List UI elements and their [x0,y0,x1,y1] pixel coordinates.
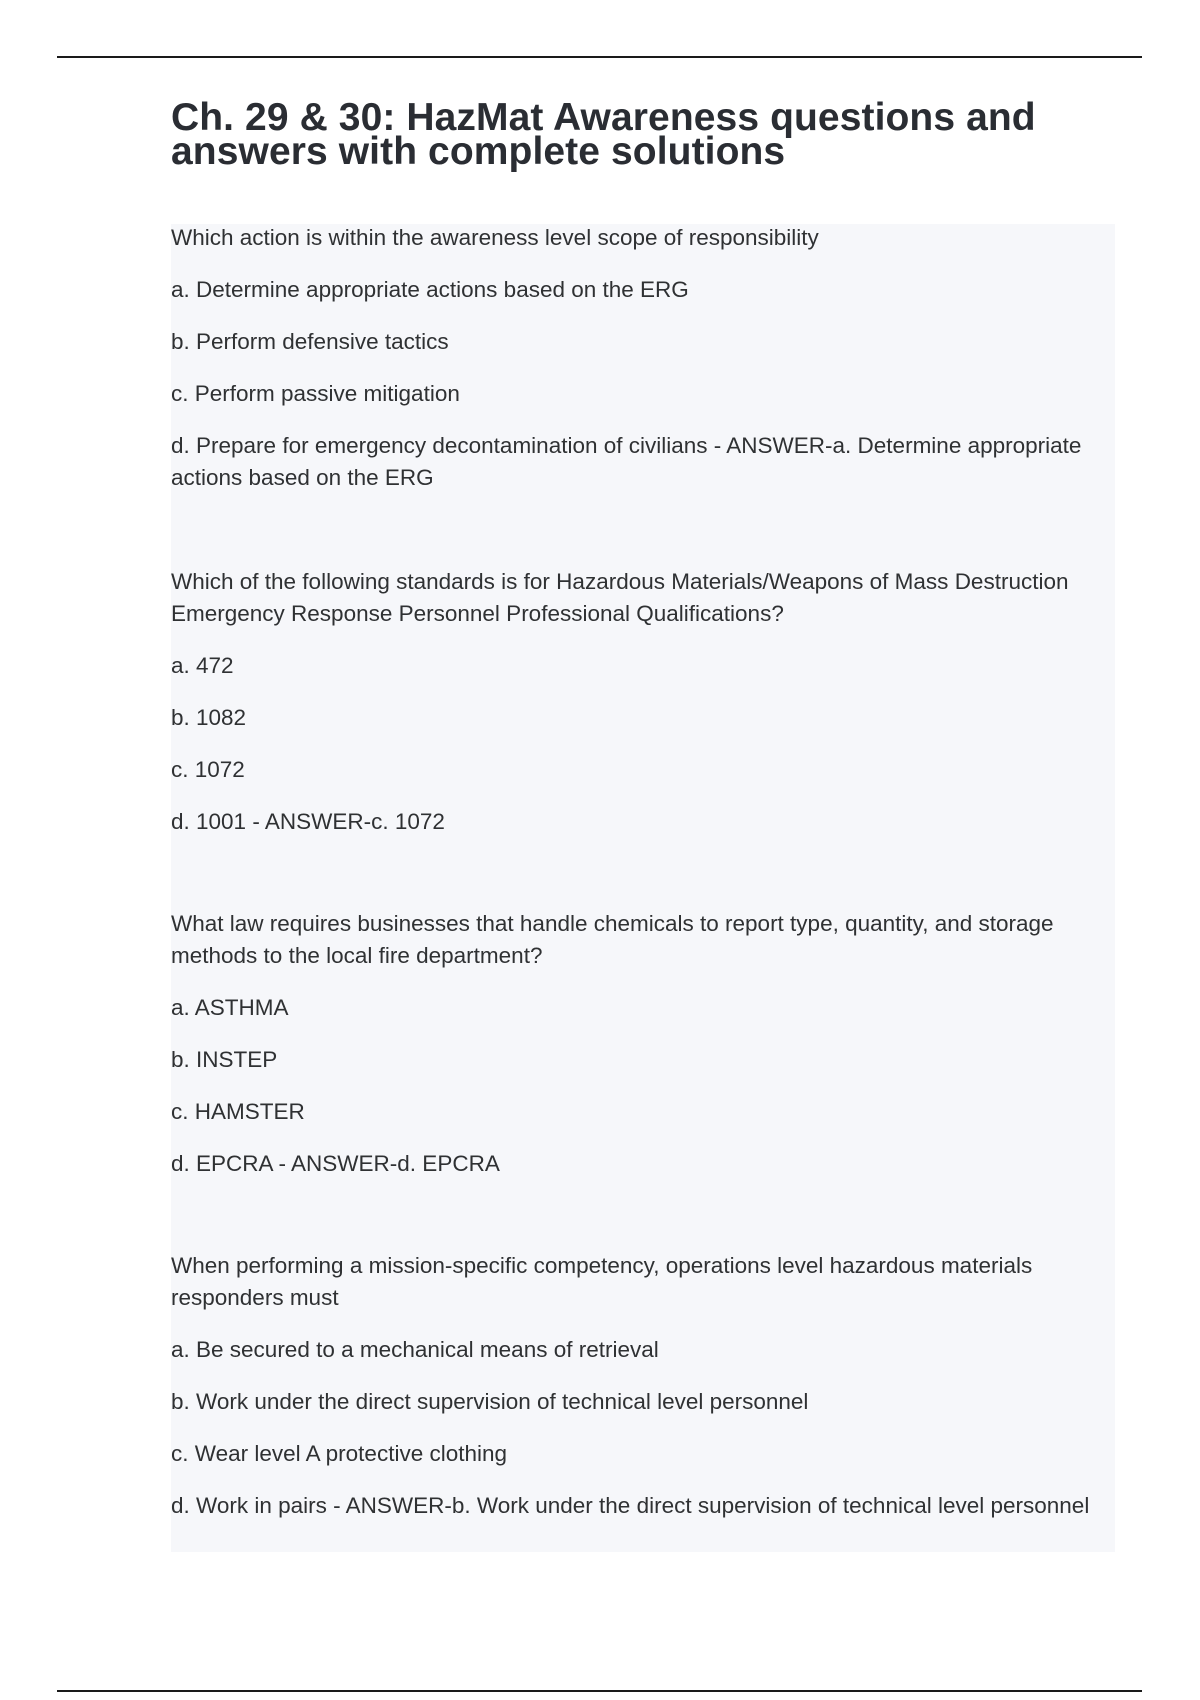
question-text: Which of the following standards is for Hazardous Materials/Weapons of Mass Destruction Emergency Response Personnel Professional Qualifications? [171,569,1069,626]
option-b: b. 1082 [171,705,247,730]
qa-item [171,908,1115,1180]
option-b: b. Perform defensive tactics [171,329,449,354]
option-c: c. Wear level A protective clothing [171,1441,508,1466]
top-divider [57,56,1142,58]
question-text: What law requires businesses that handle chemicals to report type, quantity, and storage methods to the local fire department? [171,911,1054,968]
option-a: a. 472 [171,653,234,678]
option-a: a. Be secured to a mechanical means of retrieval [171,1337,659,1362]
option-c: c. HAMSTER [171,1099,305,1124]
question-text: Which action is within the awareness level scope of responsibility [171,225,819,250]
option-d-with-answer: d. 1001 - ANSWER-c. 1072 [171,809,445,834]
bottom-divider [57,1690,1142,1692]
qa-item [171,222,1115,494]
option-a: a. Determine appropriate actions based on the ERG [171,277,689,302]
document-title: Ch. 29 & 30: HazMat Awareness questions and answers with complete solutions [171,96,1036,173]
option-b: b. Work under the direct supervision of technical level personnel [171,1389,809,1414]
qa-item [171,566,1115,838]
option-c: c. 1072 [171,757,245,782]
option-d-with-answer: d. Work in pairs - ANSWER-b. Work under the direct supervision of technical level personnel [171,1493,1090,1518]
option-a: a. ASTHMA [171,995,289,1020]
qa-item [171,1250,1115,1522]
option-c: c. Perform passive mitigation [171,381,460,406]
option-d-with-answer: d. Prepare for emergency decontamination of civilians - ANSWER-a. Determine appropriate actions based on the ERG [171,433,1082,490]
question-text: When performing a mission-specific competency, operations level hazardous materials responders must [171,1253,1033,1310]
option-d-with-answer: d. EPCRA - ANSWER-d. EPCRA [171,1151,500,1176]
option-b: b. INSTEP [171,1047,278,1072]
